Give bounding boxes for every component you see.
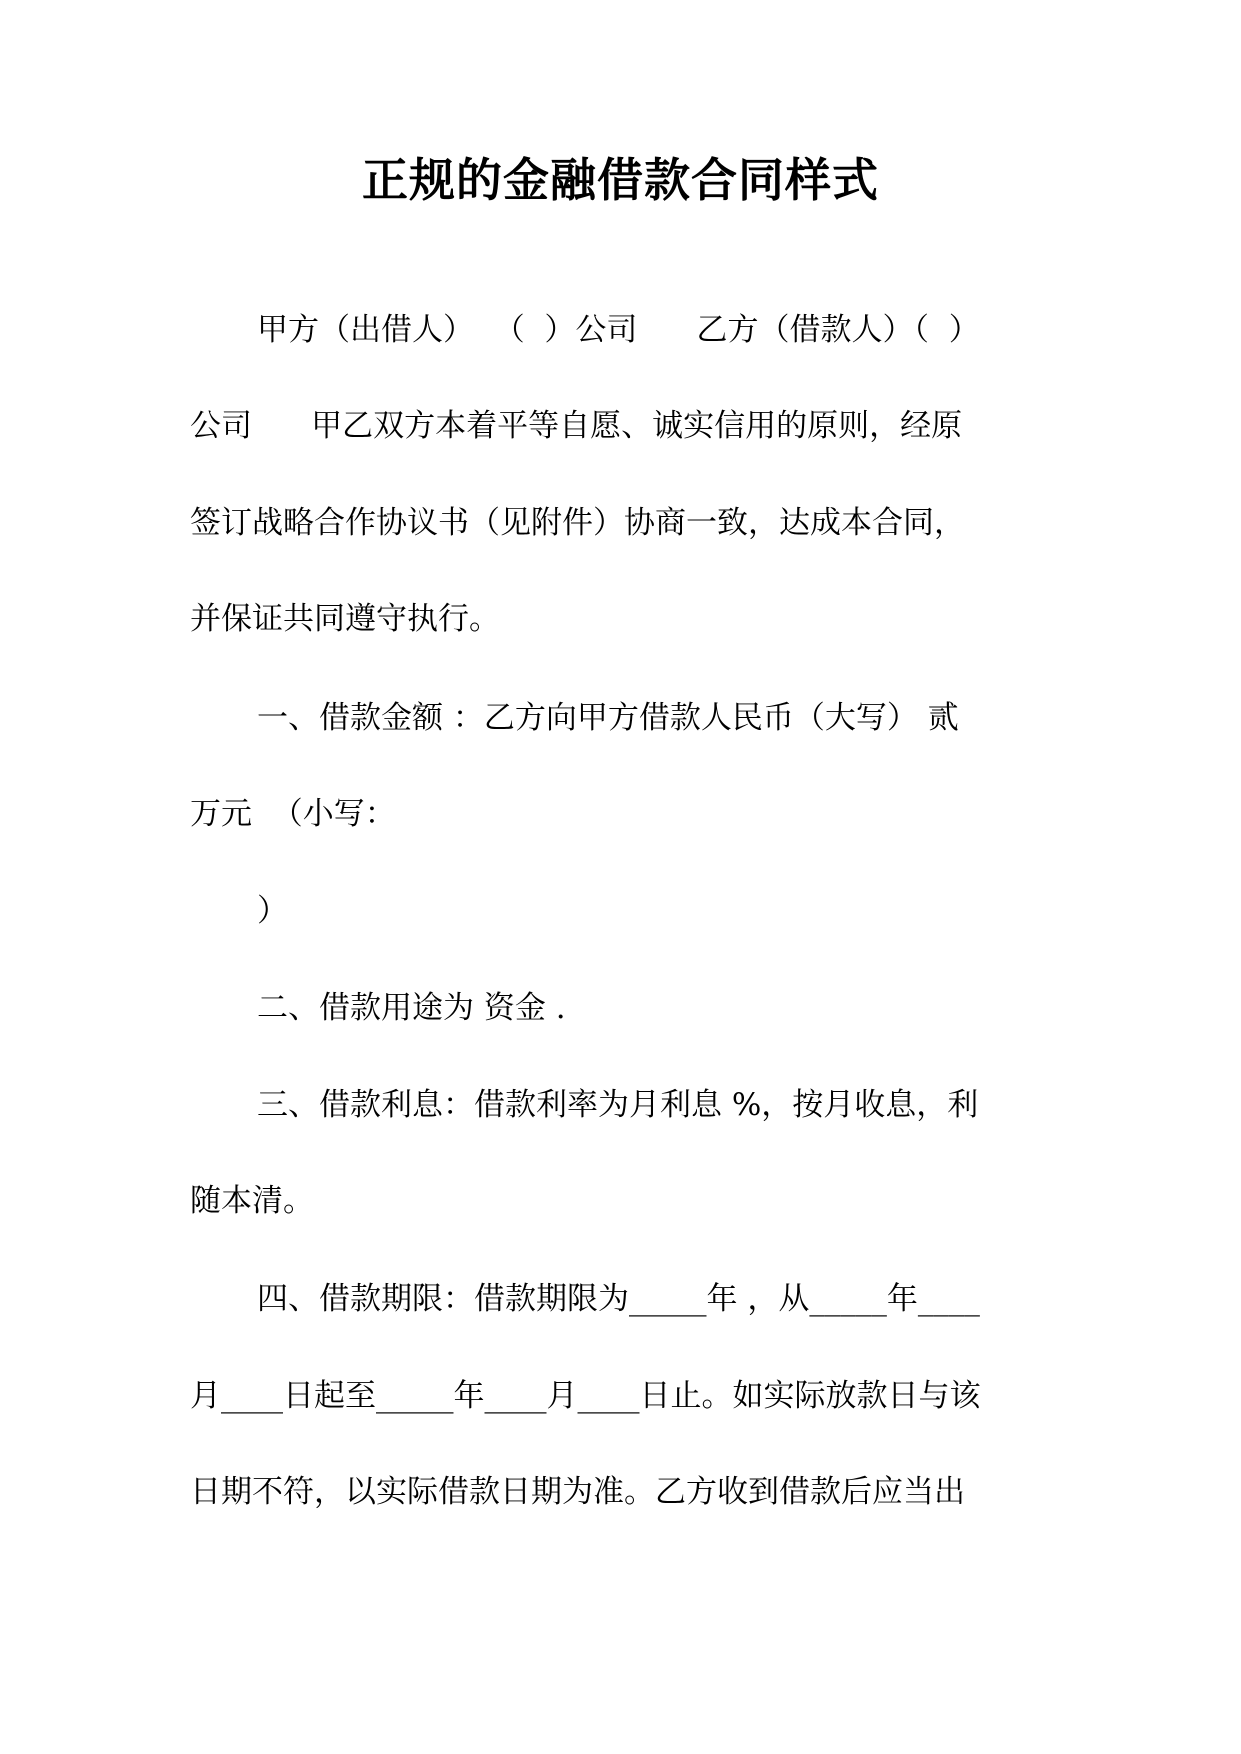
paragraph-line: ） <box>257 893 288 929</box>
paragraph-line: 三、借款利息：借款利率为月利息 %，按月收息，利 <box>257 1087 979 1123</box>
paragraph-line: 四、借款期限：借款期限为_____年 ，从_____年____ <box>257 1281 980 1317</box>
document-title: 正规的金融借款合同样式 <box>362 153 879 207</box>
paragraph-line: 签订战略合作协议书（见附件）协商一致，达成本合同， <box>190 505 965 541</box>
paragraph-line: 万元 （小写： <box>190 796 396 832</box>
paragraph-line: 并保证共同遵守执行。 <box>190 601 500 637</box>
paragraph-line: 日期不符，以实际借款日期为准。乙方收到借款后应当出 <box>190 1474 965 1510</box>
paragraph-line: 二、借款用途为 资金 . <box>257 990 566 1026</box>
paragraph-line: 甲方（出借人） （ ）公司 乙方（借款人）（ ） <box>257 312 980 348</box>
paragraph-line: 随本清。 <box>190 1183 314 1219</box>
paragraph-line: 一、借款金额 ：乙方向甲方借款人民币（大写） 贰 <box>257 700 959 736</box>
paragraph-line: 公司 甲乙双方本着平等自愿、诚实信用的原则，经原 <box>190 408 963 444</box>
paragraph-line: 月____日起至_____年____月____日止。如实际放款日与该 <box>190 1378 981 1414</box>
